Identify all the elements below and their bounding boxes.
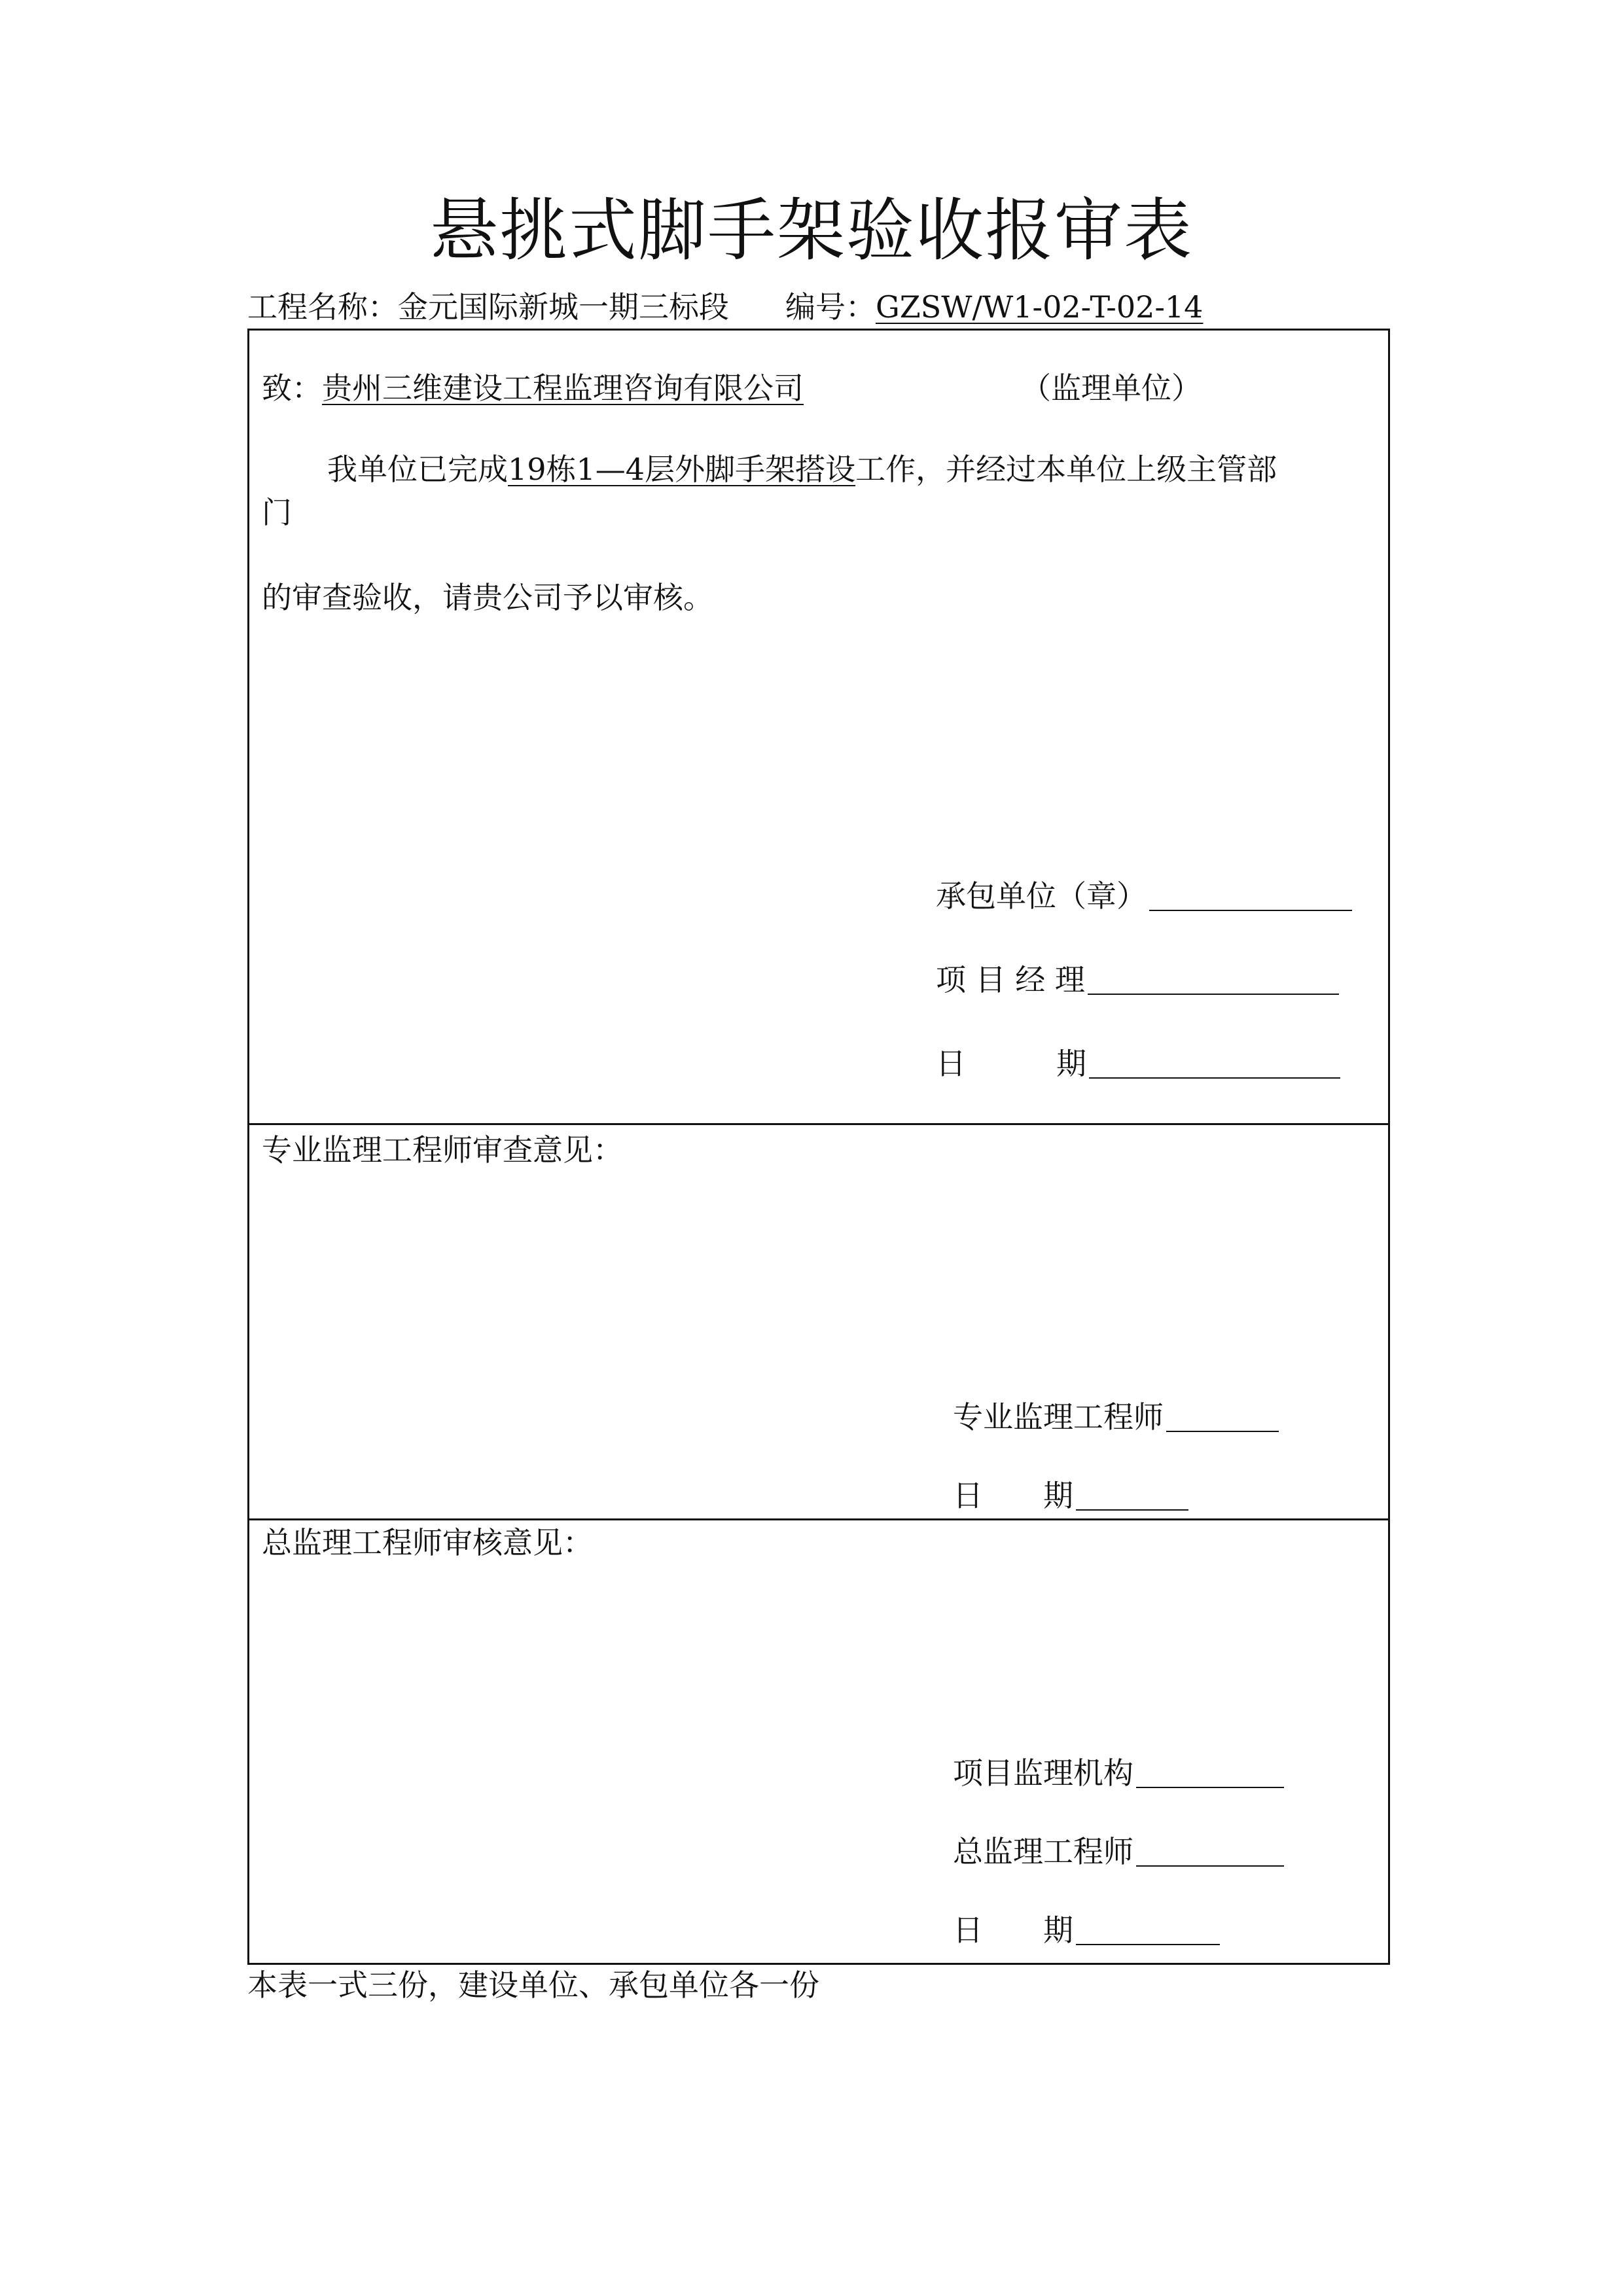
project-label: 工程名称：: [247, 289, 398, 325]
project-name: 金元国际新城一期三标段: [398, 289, 729, 325]
statement-wrap: 门: [262, 495, 292, 530]
date-sign-row-2: [953, 1480, 1188, 1511]
engineer-sign-line: [1166, 1405, 1279, 1432]
section-divider-2: [247, 1518, 1390, 1520]
chief-review-heading: 总监理工程师审核意见：: [262, 1525, 593, 1560]
date-sign-row-1: [936, 1046, 1340, 1081]
chief-sign-line: [1136, 1839, 1284, 1867]
chief-sign-row: [953, 1834, 1284, 1869]
date-sign-line-1: [1089, 1051, 1340, 1079]
engineer-sign-row: [953, 1399, 1279, 1435]
statement-suffix: 工作，并经过本单位上级主管部: [855, 452, 1277, 487]
org-sign-row: [953, 1755, 1284, 1791]
contractor-label: 承包单位（章）: [936, 878, 1147, 914]
recipient-company: 贵州三维建设工程监理咨询有限公司: [322, 370, 804, 406]
project-header: [247, 289, 729, 325]
date-sign-line-3: [1076, 1918, 1220, 1945]
engineer-review-heading: 专业监理工程师审查意见：: [262, 1132, 623, 1168]
engineer-label: 专业监理工程师: [953, 1399, 1164, 1435]
date-label-1: 日 期: [936, 1046, 1086, 1081]
recipient-line: [262, 370, 804, 406]
contractor-sign-row: [936, 878, 1352, 914]
org-sign-line: [1136, 1761, 1284, 1788]
date-label-2: 日 期: [953, 1478, 1073, 1513]
manager-sign-row: [936, 962, 1339, 997]
footer-note: 本表一式三份，建设单位、承包单位各一份: [247, 1967, 819, 2003]
date-sign-row-3: [953, 1912, 1220, 1948]
contractor-sign-line: [1149, 884, 1352, 911]
statement-line-1: [327, 452, 1277, 487]
to-label: 致：: [262, 370, 322, 406]
statement-line-2: 的审查验收，请贵公司予以审核。: [262, 580, 713, 615]
manager-label: 项 目 经 理: [936, 962, 1085, 997]
code-header: [785, 289, 1204, 325]
code-value: GZSW/W1-02-T-02-14: [876, 289, 1204, 325]
code-label: 编号：: [785, 289, 876, 325]
date-sign-line-2: [1076, 1483, 1188, 1511]
statement-prefix: 我单位已完成: [327, 452, 508, 487]
chief-label: 总监理工程师: [953, 1834, 1133, 1869]
date-label-3: 日 期: [953, 1912, 1073, 1948]
form-title: 悬挑式脚手架验收报审表: [429, 190, 1193, 270]
section-divider-1: [247, 1123, 1390, 1125]
org-label: 项目监理机构: [953, 1755, 1133, 1791]
statement-work: 19栋1—4层外脚手架搭设: [508, 452, 856, 487]
manager-sign-line: [1088, 967, 1339, 995]
recipient-role: （监理单位）: [1021, 370, 1202, 406]
